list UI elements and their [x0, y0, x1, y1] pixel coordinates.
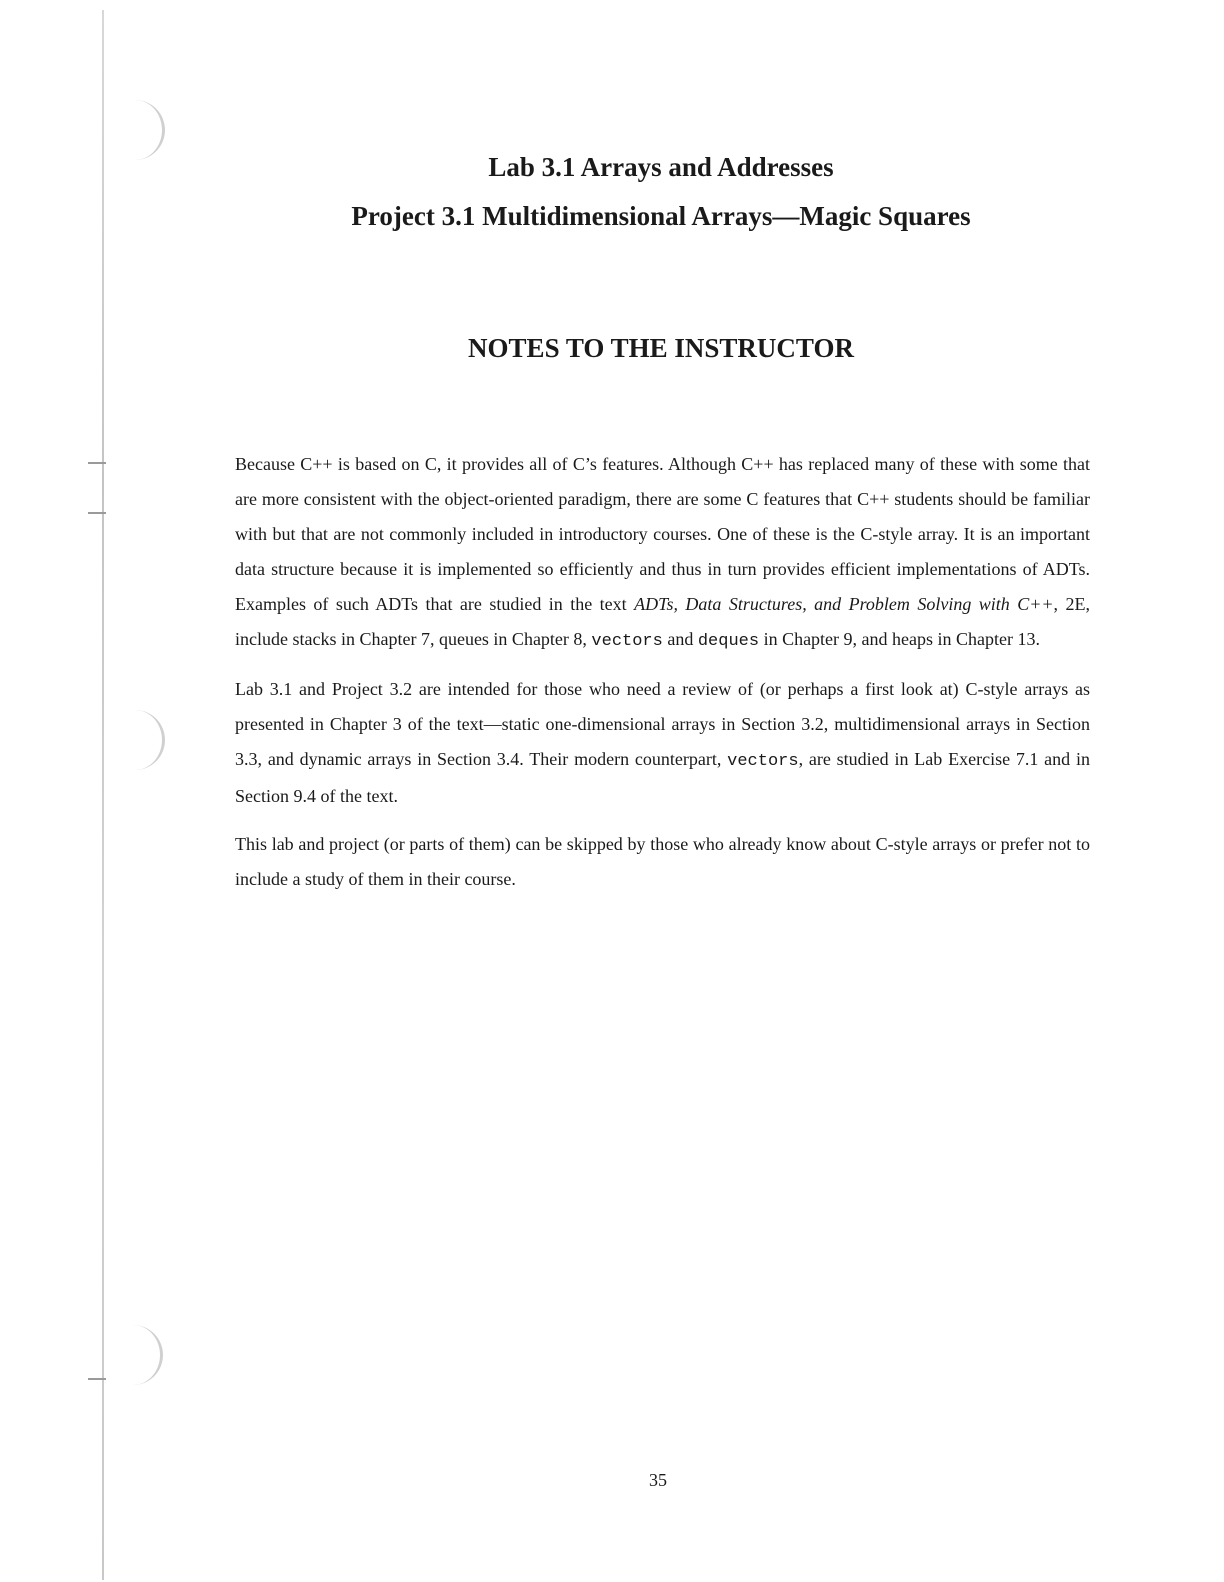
lab-title: Lab 3.1 Arrays and Addresses — [488, 152, 834, 182]
project-title: Project 3.1 Multidimensional Arrays—Magic Squares — [351, 201, 971, 231]
text-segment: , are studied in Lab Exercise 7.1 and in Section 9.4 of the text. — [235, 749, 1090, 806]
binder-tick — [88, 1378, 106, 1380]
paragraph-intro — [235, 447, 1090, 659]
punch-hole-shadow — [126, 1325, 163, 1385]
code-term: deques — [697, 632, 760, 651]
text-segment: Lab 3.1 and Project 3.2 are intended for those who need a review of (or perhaps a first look at) C-style arrays as presented in Chapter 3 of the text—static one-dimensional arrays in Section 3.2, multidimensional arrays in Section 3.3, and dynamic arrays in Section 3.4. Their modern counterpart, — [235, 679, 1090, 769]
text-segment: Because C++ is based on C, it provides all of C’s features. Although C++ has replaced many of these with some that are more consistent with the object-oriented paradigm, there are some C features that C++ students should be familiar with but that are not commonly included in introductory courses. One of these is the C-style array. It is an important data structure because it is implemented so efficiently and thus in turn provides efficient implementations of ADTs. Examples of such ADTs that are studied in the text — [235, 454, 1090, 614]
book-title: ADTs, Data Structures, and Problem Solving with C++ — [634, 594, 1054, 614]
code-term: vectors — [591, 632, 663, 651]
text-segment: , 2E, include stacks in Chapter 7, queues in Chapter 8, — [235, 594, 1090, 649]
text-segment: in Chapter 9, and heaps in Chapter 13. — [759, 629, 1040, 649]
body-text — [235, 447, 1090, 910]
section-heading: NOTES TO THE INSTRUCTOR — [468, 333, 854, 363]
binder-tick — [88, 462, 106, 464]
text-segment: and — [662, 629, 698, 649]
punch-hole-shadow — [128, 100, 165, 160]
binder-tick — [88, 512, 106, 514]
page-number: 35 — [649, 1470, 667, 1490]
code-term: vectors — [727, 752, 799, 771]
paragraph-purpose — [235, 672, 1090, 814]
paragraph-skip: This lab and project (or parts of them) can be skipped by those who already know about C-style arrays or prefer not to include a study of them in their course. — [235, 834, 1090, 889]
punch-hole-shadow — [128, 710, 165, 770]
binder-edge — [102, 10, 104, 1580]
